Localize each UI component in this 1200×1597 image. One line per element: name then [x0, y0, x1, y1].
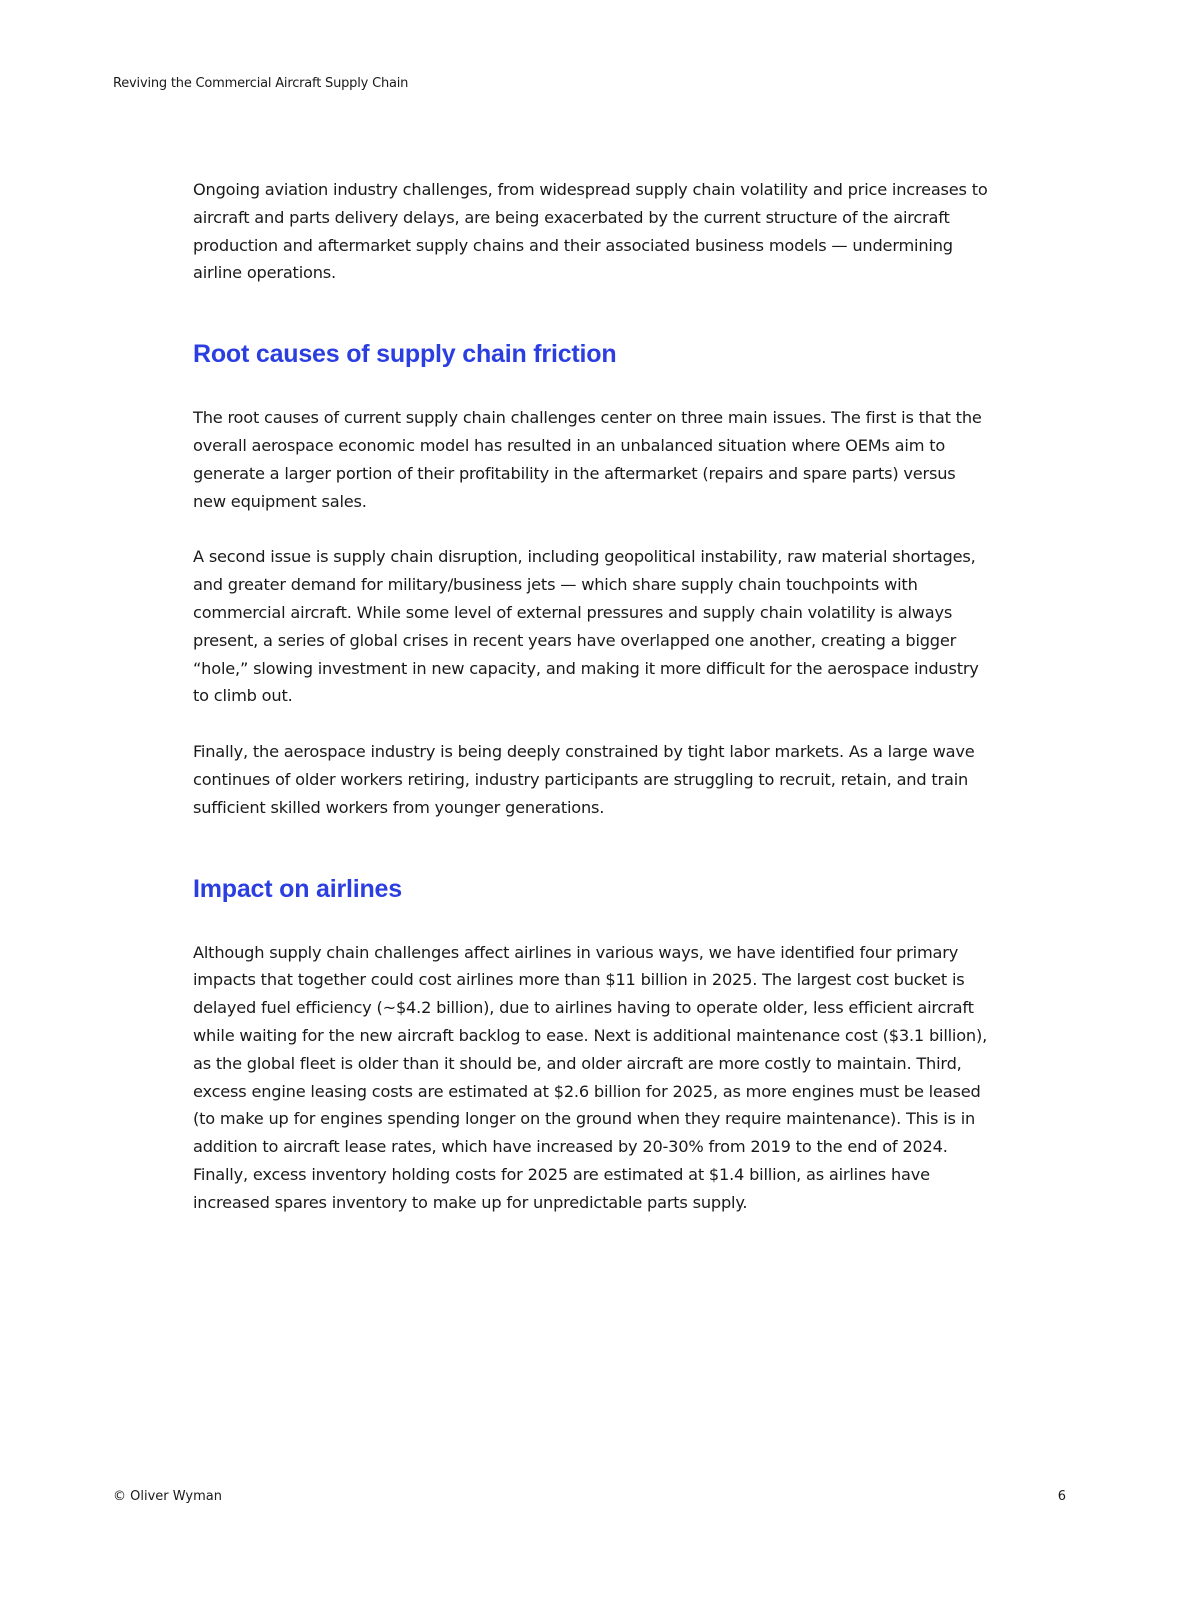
main-content	[193, 176, 993, 1217]
running-header: Reviving the Commercial Aircraft Supply Chain	[113, 76, 409, 91]
root-causes-paragraph-3: Finally, the aerospace industry is being deeply constrained by tight labor markets. As a large wave continues of older workers retiring, industry participants are struggling to recruit, retain, and train sufficient skilled workers from younger generations.	[193, 742, 975, 817]
root-causes-paragraph-1: The root causes of current supply chain challenges center on three main issues. The first is that the overall aerospace economic model has resulted in an unbalanced situation where OEMs aim to generate a larger portion of their profitability in the aftermarket (repairs and spare parts) versus new equipment sales.	[193, 408, 982, 511]
impact-paragraph-1: Although supply chain challenges affect airlines in various ways, we have identified four primary impacts that together could cost airlines more than $11 billion in 2025. The largest cost bucket is delayed fuel efficiency (~$4.2 billion), due to airlines having to operate older, less efficient aircraft while waiting for the new aircraft backlog to ease. Next is additional maintenance cost ($3.1 billion), as the global fleet is older than it should be, and older aircraft are more costly to maintain. Third, excess engine leasing costs are estimated at $2.6 billion for 2025, as more engines must be leased (to make up for engines spending longer on the ground when they require maintenance). This is in addition to aircraft lease rates, which have increased by 20-30% from 2019 to the end of 2024. Finally, excess inventory holding costs for 2025 are estimated at $1.4 billion, as airlines have increased spares inventory to make up for unpredictable parts supply.	[193, 942, 988, 1212]
page-number: 6	[1057, 1489, 1066, 1504]
footer-copyright: © Oliver Wyman	[113, 1489, 222, 1504]
intro-paragraph: Ongoing aviation industry challenges, from widespread supply chain volatility and price increases to aircraft and parts delivery delays, are being exacerbated by the current structure of the aircraft production and aftermarket supply chains and their associated business models — undermining airline operations.	[193, 180, 988, 283]
root-causes-paragraph-2: A second issue is supply chain disruption, including geopolitical instability, raw material shortages, and greater demand for military/business jets — which share supply chain touchpoints with commercial aircraft. While some level of external pressures and supply chain volatility is always present, a series of global crises in recent years have overlapped one another, creating a bigger “hole,” slowing investment in new capacity, and making it more difficult for the aerospace industry to climb out.	[193, 547, 979, 706]
section-heading-root-causes: Root causes of supply chain friction	[193, 340, 617, 369]
section-heading-impact: Impact on airlines	[193, 874, 402, 903]
